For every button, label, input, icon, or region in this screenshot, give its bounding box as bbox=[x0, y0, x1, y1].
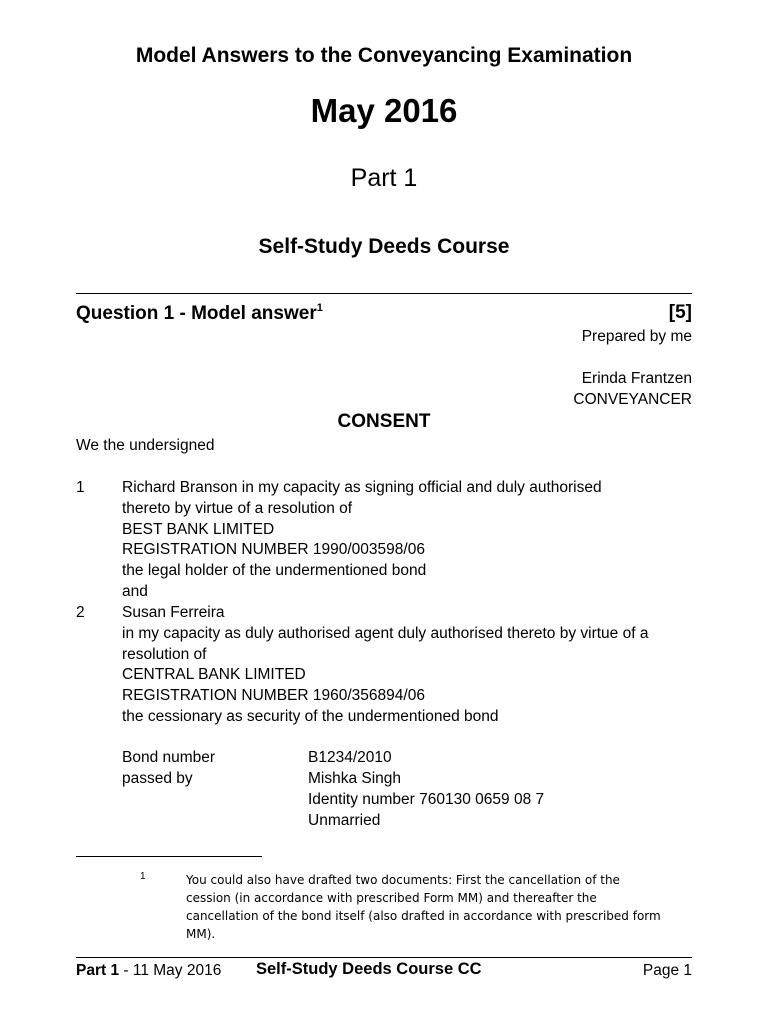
footnote-divider bbox=[76, 856, 262, 857]
item2-line: Susan Ferreira bbox=[122, 604, 225, 621]
footer-part bbox=[76, 962, 221, 980]
item2-line: CENTRAL BANK LIMITED bbox=[122, 666, 306, 683]
question-marks: [5] bbox=[668, 302, 692, 323]
bond-number-label: Bond number bbox=[122, 749, 216, 766]
exam-date: May 2016 bbox=[310, 92, 458, 129]
passed-by-line: Identity number 760130 0659 08 7 bbox=[308, 791, 545, 808]
conveyancer-name: Erinda Frantzen bbox=[581, 370, 692, 387]
item1-line: BEST BANK LIMITED bbox=[122, 521, 275, 538]
footer-part-label: Part 1 bbox=[76, 962, 120, 979]
footnote-text: You could also have drafted two documents: First the cancellation of the cession (in accordance with prescribed Form MM) and thereafter the cancellation of the bond itself (also drafted in accordance with prescribed form MM). bbox=[186, 873, 661, 941]
course-title: Self-Study Deeds Course bbox=[258, 235, 510, 258]
bond-number-value: B1234/2010 bbox=[308, 749, 392, 766]
document-title: Model Answers to the Conveyancing Examination bbox=[135, 44, 633, 67]
item1-line: thereto by virtue of a resolution of bbox=[122, 500, 353, 517]
item1-line: REGISTRATION NUMBER 1990/003598/06 bbox=[122, 541, 425, 558]
footnote-mark: 1 bbox=[140, 871, 146, 882]
divider-footer bbox=[76, 957, 692, 958]
item2-line: resolution of bbox=[122, 646, 207, 663]
footer-page-number: Page 1 bbox=[642, 962, 692, 979]
consent-intro: We the undersigned bbox=[76, 437, 215, 454]
footer-course: Self-Study Deeds Course CC bbox=[256, 960, 482, 978]
consent-heading: CONSENT bbox=[337, 411, 431, 432]
question-title: Question 1 - Model answer bbox=[76, 303, 317, 324]
footnote-ref: 1 bbox=[316, 302, 323, 314]
item1-line: and bbox=[122, 583, 148, 600]
item-number-2: 2 bbox=[76, 604, 85, 621]
divider-top bbox=[76, 293, 692, 294]
item2-line: the cessionary as security of the undermentioned bond bbox=[122, 708, 499, 725]
passed-by-line: Mishka Singh bbox=[308, 770, 402, 787]
item2-line: in my capacity as duly authorised agent duly authorised thereto by virtue of a bbox=[122, 625, 649, 642]
passed-by-line: Unmarried bbox=[308, 812, 381, 829]
question-heading bbox=[76, 302, 323, 325]
item1-line: Richard Branson in my capacity as signing official and duly authorised bbox=[122, 479, 602, 496]
part-label: Part 1 bbox=[350, 164, 418, 192]
item-number-1: 1 bbox=[76, 479, 85, 496]
prepared-by: Prepared by me bbox=[581, 328, 692, 345]
passed-by-label: passed by bbox=[122, 770, 193, 787]
conveyancer-role: CONVEYANCER bbox=[573, 391, 692, 408]
item2-line: REGISTRATION NUMBER 1960/356894/06 bbox=[122, 687, 425, 704]
footer-date: - 11 May 2016 bbox=[119, 962, 222, 979]
item1-line: the legal holder of the undermentioned bond bbox=[122, 562, 427, 579]
